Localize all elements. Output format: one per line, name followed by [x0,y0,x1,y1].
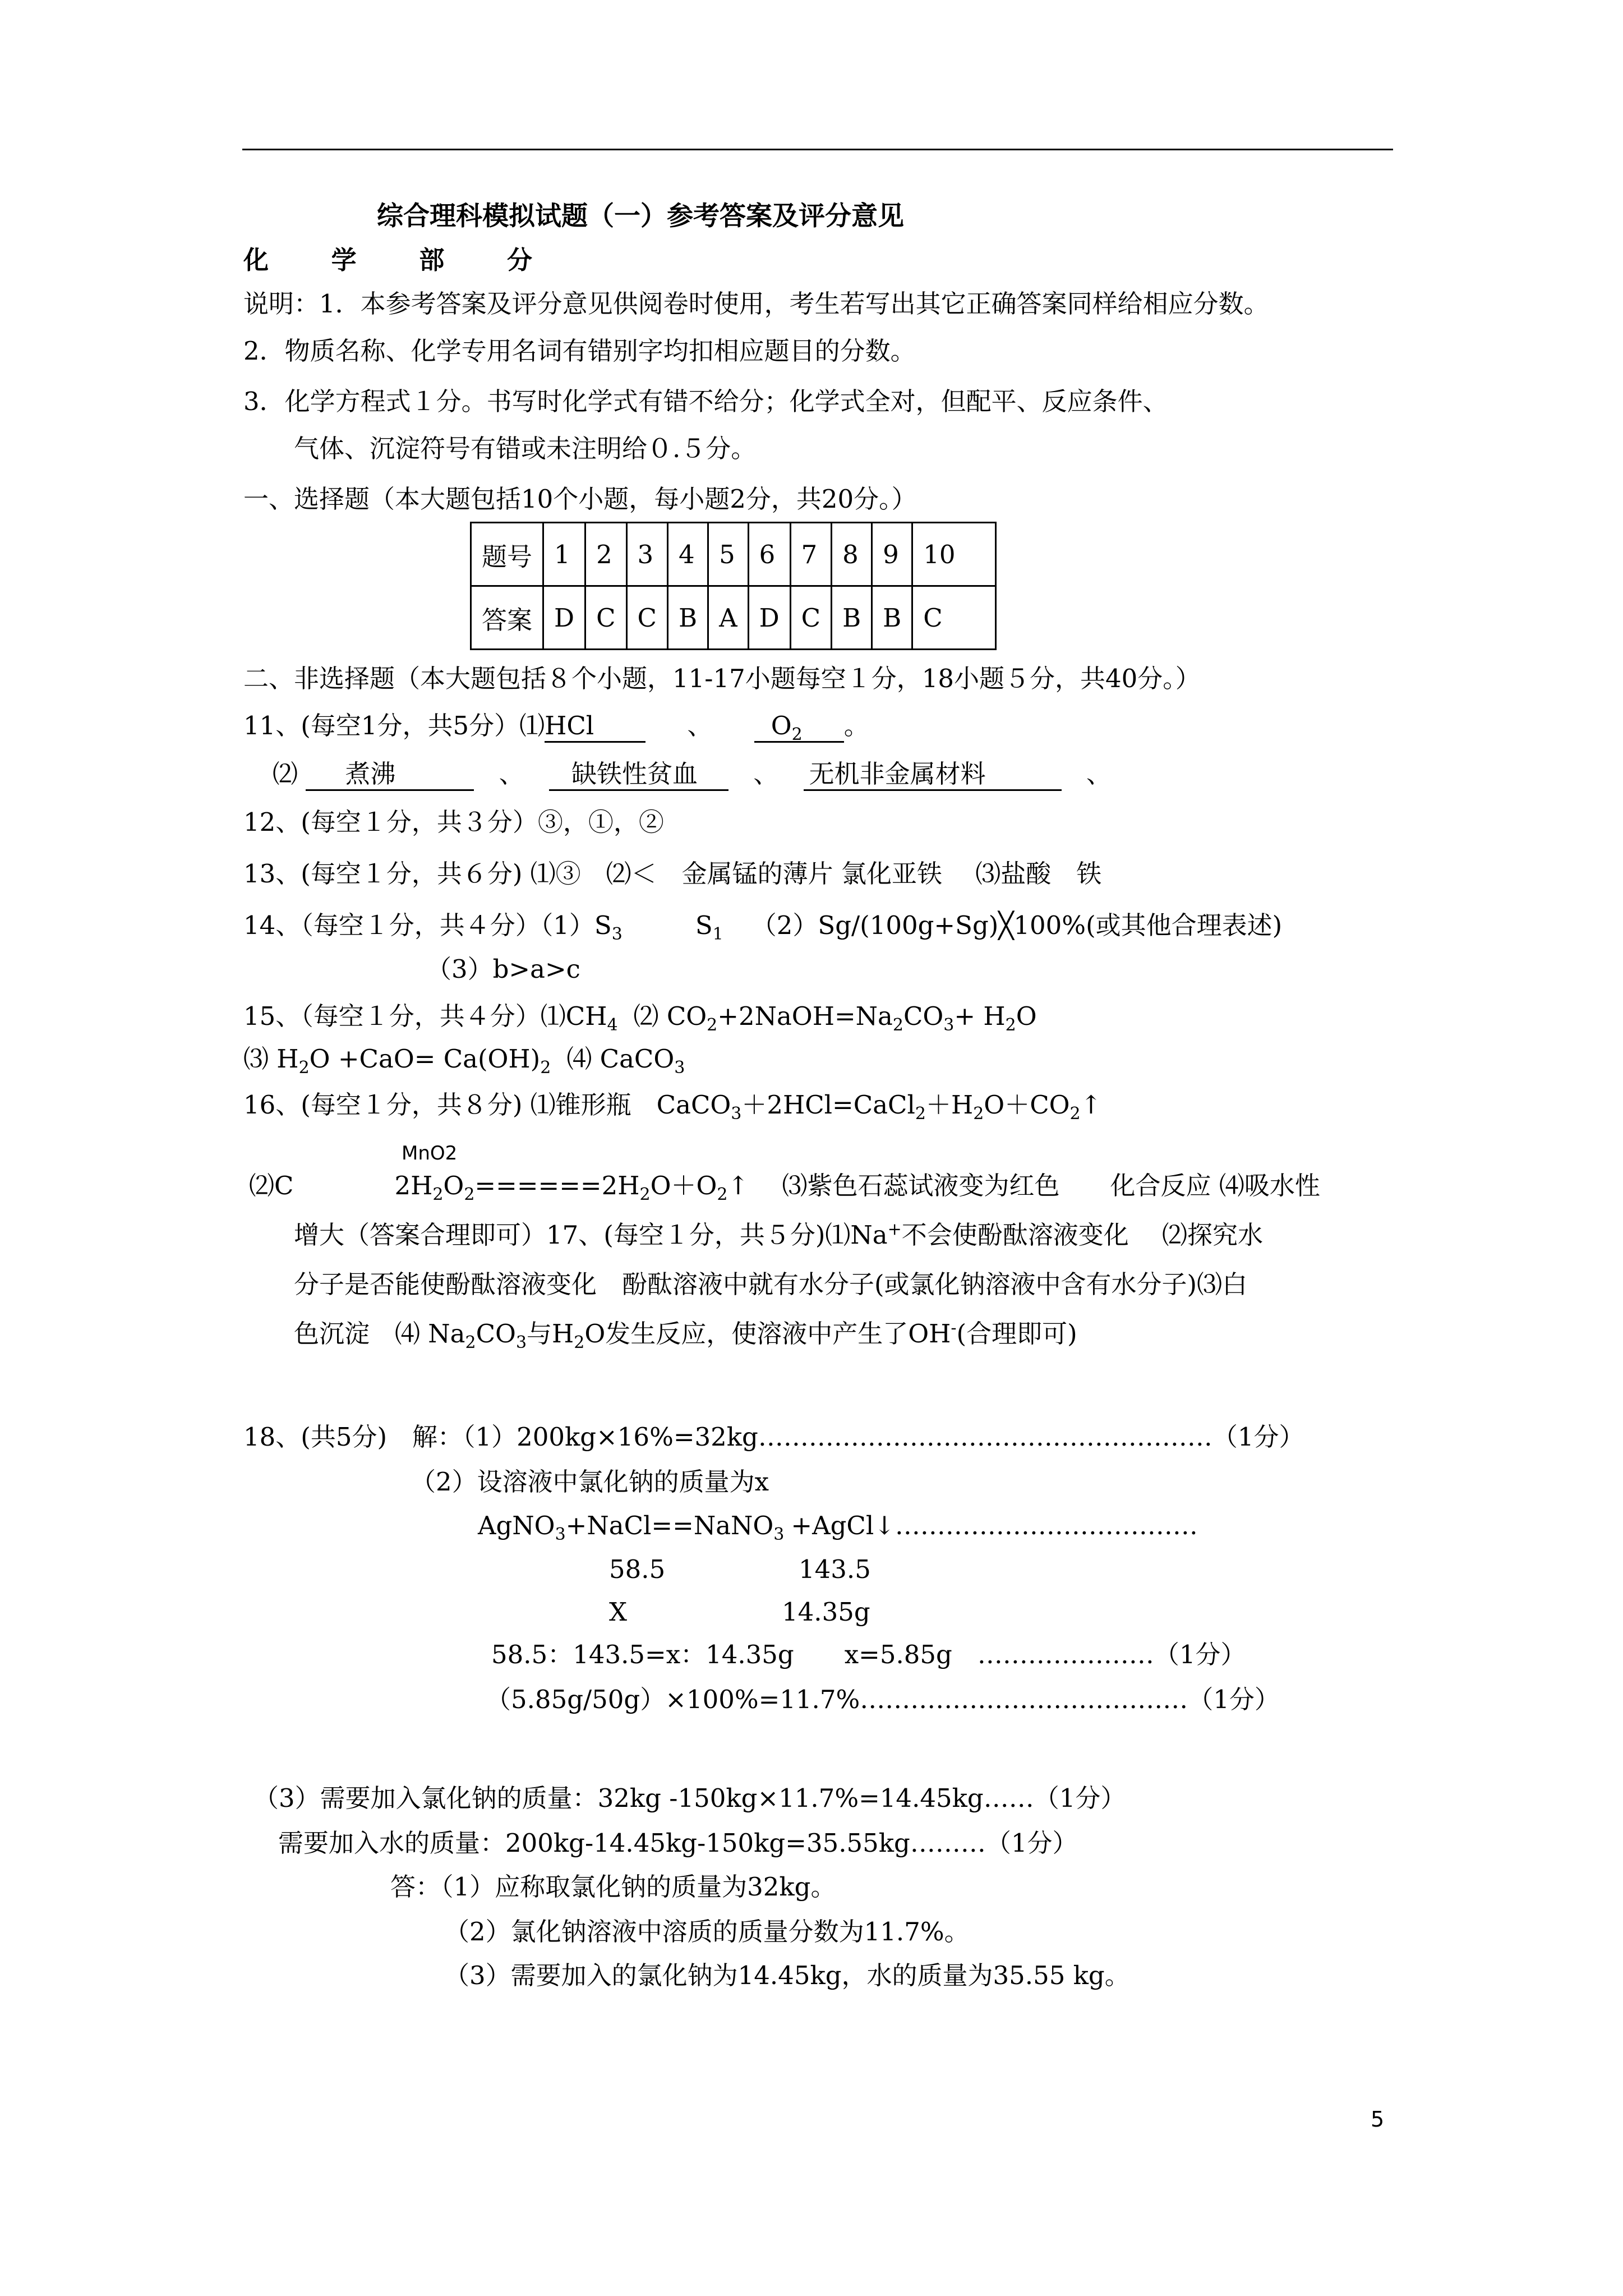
answer-cell: C [790,586,831,650]
q15-line1: 15、（每空１分，共４分）$⑴CH_4$ ⑵ $CO_2+2NaOH=Na_2CO_3+ H_2O$ [243,1001,1037,1035]
question-number: 5 [708,523,749,586]
catalyst-label: MnO2 [402,1142,458,1165]
row-label: 题号 [471,523,543,586]
note-1: 说明：1．本参考答案及评分意见供阅卷时使用，考生若写出其它正确答案同样给相应分数。 [243,289,1269,319]
q12-answer: 12、(每空１分，共３分）③，①，② [243,807,664,837]
note-3: 3．化学方程式１分。书写时化学式有错不给分；化学式全对，但配平、反应条件、 [243,386,1168,416]
q11-blank-3: 煮沸 [306,759,474,791]
answer-cell: C [626,586,667,650]
q11-blank-2: $O_2$ [754,711,844,743]
q18-answer-3: （3）需要加入的氯化钠为14.45kg，水的质量为35.55 kg。 [444,1961,1130,1990]
answer-cell: B [832,586,872,650]
q11-blank-1: HCl [545,711,645,743]
part1-heading: 一、选择题（本大题包括10个小题，每小题2分，共20分。） [243,484,917,514]
answer-cell: B [872,586,912,650]
q18-equation: AgNO$_3$+NaCl==NaNO$_3$ +AgCl↓……………………………… [478,1511,1198,1544]
q16-line2: ⑵C $2H_2O_2======2H_2O+O_2↑$ ⑶紫色石蕊试液变为红色 化合反应 ⑷吸水性 [249,1171,1320,1204]
q11-line2: ⑵ 煮沸 、 缺铁性贫血 、 无机非金属材料 、 [273,757,1112,791]
q18-mass-nacl: 58.5 [609,1554,666,1584]
q16-line5: 色沉淀 ⑷ $Na_2CO_3$与$H_2O$发生反应，使溶液中产生了OH-(合理即可) [294,1318,1077,1352]
section-heading: 化 学 部 分 [243,245,559,275]
q18-answer-1: 答：（1）应称取氯化钠的质量为32kg。 [390,1872,836,1902]
question-number: 6 [748,523,790,586]
q13-answer: 13、(每空１分，共６分) ⑴③ ⑵＜ 金属锰的薄片 氯化亚铁 ⑶盐酸 铁 [243,859,1102,889]
q18-proportion: 58.5：143.5=x：14.35g x=5.85g …………………（1分） [491,1640,1246,1669]
part2-heading: 二、非选择题（本大题包括８个小题，11-17小题每空１分，18小题５分，共40分。） [243,664,1201,693]
answer-table [470,522,997,650]
q18-answer-2: （2）氯化钠溶液中溶质的质量分数为11.7%。 [444,1917,970,1947]
q18-line2: （2）设溶液中氯化钠的质量为x [411,1467,769,1497]
note-2: 2．物质名称、化学专用名词有错别字均扣相应题目的分数。 [243,336,916,366]
answer-cell: D [748,586,790,650]
answer-cell: C [912,586,995,650]
table-row [471,586,996,650]
q11-blank-5: 无机非金属材料 [804,759,1062,791]
answer-cell: D [543,586,585,650]
question-number: 10 [912,523,995,586]
q11-blank-4: 缺铁性贫血 [549,759,728,791]
q18-precipitate: 14.35g [782,1597,870,1627]
row-label: 答案 [471,586,543,650]
q16-line1: 16、(每空１分，共８分) ⑴锥形瓶 $CaCO_3+2HCl=CaCl_2+H_2O+CO_2↑$ [243,1090,1102,1124]
top-rule [242,149,1393,150]
table-row [471,523,996,586]
question-number: 9 [872,523,912,586]
q16-line4: 分子是否能使酚酞溶液变化 酚酞溶液中就有水分子(或氯化钠溶液中含有水分子)⑶白 [294,1269,1248,1299]
q14-line2: （3）b>a>c [426,954,580,984]
answer-cell: A [708,586,749,650]
page-number: 5 [1371,2107,1385,2132]
q18-mass-agcl: 143.5 [799,1554,871,1584]
q14-line1: 14、（每空１分，共４分）$(1)S_3$ $S_1$ （2）Sg/(100g+Sg)╳100%(或其他合理表述) [243,910,1283,944]
q15-line2: ⑶ $H_2O +CaO= Ca(OH)_2$ ⑷ CaCO$_3$ [243,1044,685,1078]
answer-cell: C [585,586,626,650]
question-number: 2 [585,523,626,586]
q11-line1: 11、(每空1分，共5分）⑴HCl 、 $O_2$ 。 [243,711,869,744]
note-4: 气体、沉淀符号有错或未注明给０.５分。 [294,434,757,463]
q18-line8: （3）需要加入氯化钠的质量：32kg -150kg×11.7%=14.45kg……（1分） [253,1783,1126,1813]
q18-line9: 需要加入水的质量：200kg-14.45kg-150kg=35.55kg………（1分） [278,1828,1078,1858]
q16-line3: 增大（答案合理即可）17、(每空１分，共５分)⑴Na+不会使酚酞溶液变化 ⑵探究水 [294,1220,1264,1250]
answer-cell: B [667,586,708,650]
q18-fraction: （5.85g/50g）×100%=11.7%…………………………………（1分） [486,1685,1280,1714]
question-number: 7 [790,523,831,586]
page-title: 综合理科模拟试题（一）参考答案及评分意见 [377,201,904,232]
question-number: 1 [543,523,585,586]
question-number: 8 [832,523,872,586]
question-number: 3 [626,523,667,586]
q18-line1: 18、(共5分) 解：（1）200kg×16%=32kg………………………………………………（1分） [243,1422,1304,1452]
q18-unknown: X [609,1597,628,1627]
question-number: 4 [667,523,708,586]
